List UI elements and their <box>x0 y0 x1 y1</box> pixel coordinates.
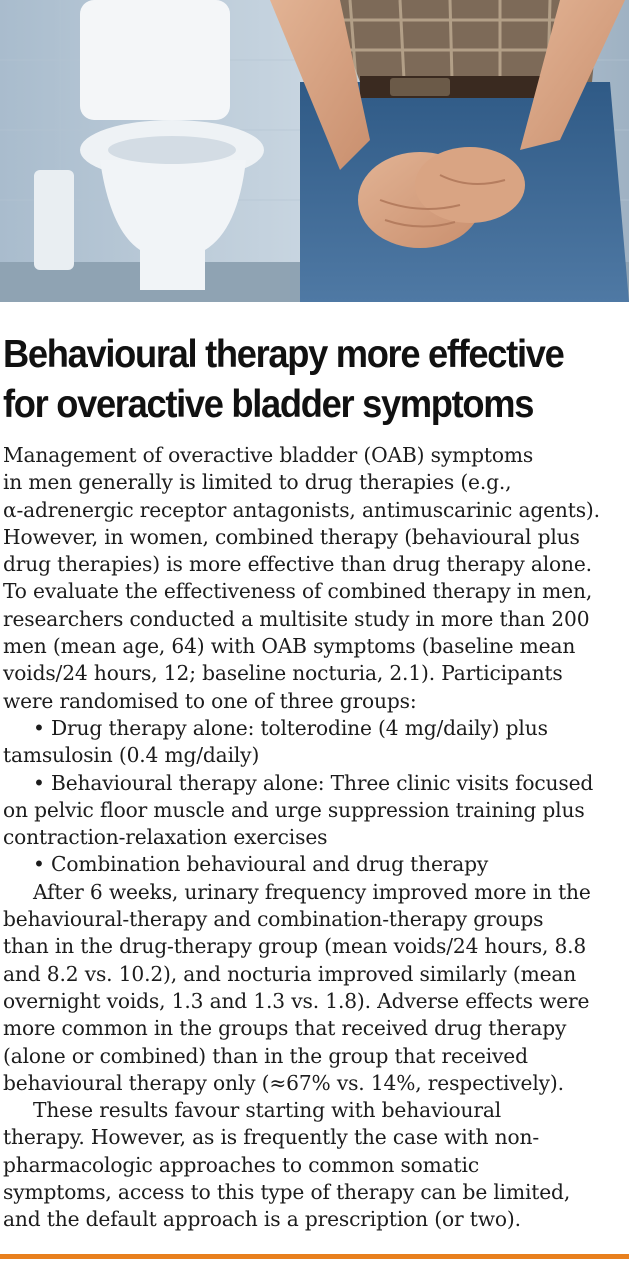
hero-photo-illustration <box>0 0 629 302</box>
body-line: α-adrenergic receptor antagonists, antimuscarinic agents). <box>3 497 600 522</box>
body-line: in men generally is limited to drug therapies (e.g., <box>3 470 512 495</box>
body-line: These results favour starting with behavioural <box>33 1098 502 1123</box>
body-line: behavioural-therapy and combination-therapy groups <box>3 907 544 932</box>
body-line: than in the drug-therapy group (mean voids/24 hours, 8.8 <box>3 934 587 959</box>
body-line: overnight voids, 1.3 and 1.3 vs. 1.8). Adverse effects were <box>3 988 590 1013</box>
body-line: behavioural therapy only (≈67% vs. 14%, respectively). <box>3 1070 564 1095</box>
accent-rule <box>0 1254 629 1259</box>
bullet-item: • Combination behavioural and drug therapy <box>33 852 489 877</box>
headline <box>3 330 581 430</box>
body-line: therapy. However, as is frequently the case with non- <box>3 1125 540 1150</box>
body-line: and 8.2 vs. 10.2), and nocturia improved similarly (mean <box>3 961 577 986</box>
body-line: pharmacologic approaches to common somatic <box>3 1152 479 1177</box>
headline-line-1: Behavioural therapy more effective <box>3 333 564 376</box>
bullet-item: • Drug therapy alone: tolterodine (4 mg/daily) plus <box>33 715 548 740</box>
body-line: contraction-relaxation exercises <box>3 825 328 850</box>
body-line: (alone or combined) than in the group that received <box>3 1043 528 1068</box>
body-line: Management of overactive bladder (OAB) symptoms <box>3 443 534 467</box>
bullet-item: • Behavioural therapy alone: Three clinic visits focused <box>33 770 594 795</box>
body-line: To evaluate the effectiveness of combined therapy in men, <box>3 579 593 604</box>
hero-photo <box>0 0 629 302</box>
body-line: After 6 weeks, urinary frequency improved more in the <box>33 879 591 904</box>
body-line: more common in the groups that received drug therapy <box>3 1016 567 1041</box>
article-body <box>3 442 625 1234</box>
body-line: men (mean age, 64) with OAB symptoms (baseline mean <box>3 634 576 659</box>
headline-line-2: for overactive bladder symptoms <box>3 383 534 426</box>
body-line: voids/24 hours, 12; baseline nocturia, 2.1). Participants <box>3 661 563 686</box>
body-line: and the default approach is a prescription (or two). <box>3 1207 521 1232</box>
body-line: on pelvic floor muscle and urge suppression training plus <box>3 797 585 822</box>
body-line: researchers conducted a multisite study in more than 200 <box>3 606 590 631</box>
body-line: drug therapies) is more effective than drug therapy alone. <box>3 552 592 577</box>
body-line: However, in women, combined therapy (behavioural plus <box>3 524 580 549</box>
body-line: tamsulosin (0.4 mg/daily) <box>3 743 260 768</box>
body-line: were randomised to one of three groups: <box>3 688 417 713</box>
body-line: symptoms, access to this type of therapy can be limited, <box>3 1180 571 1205</box>
